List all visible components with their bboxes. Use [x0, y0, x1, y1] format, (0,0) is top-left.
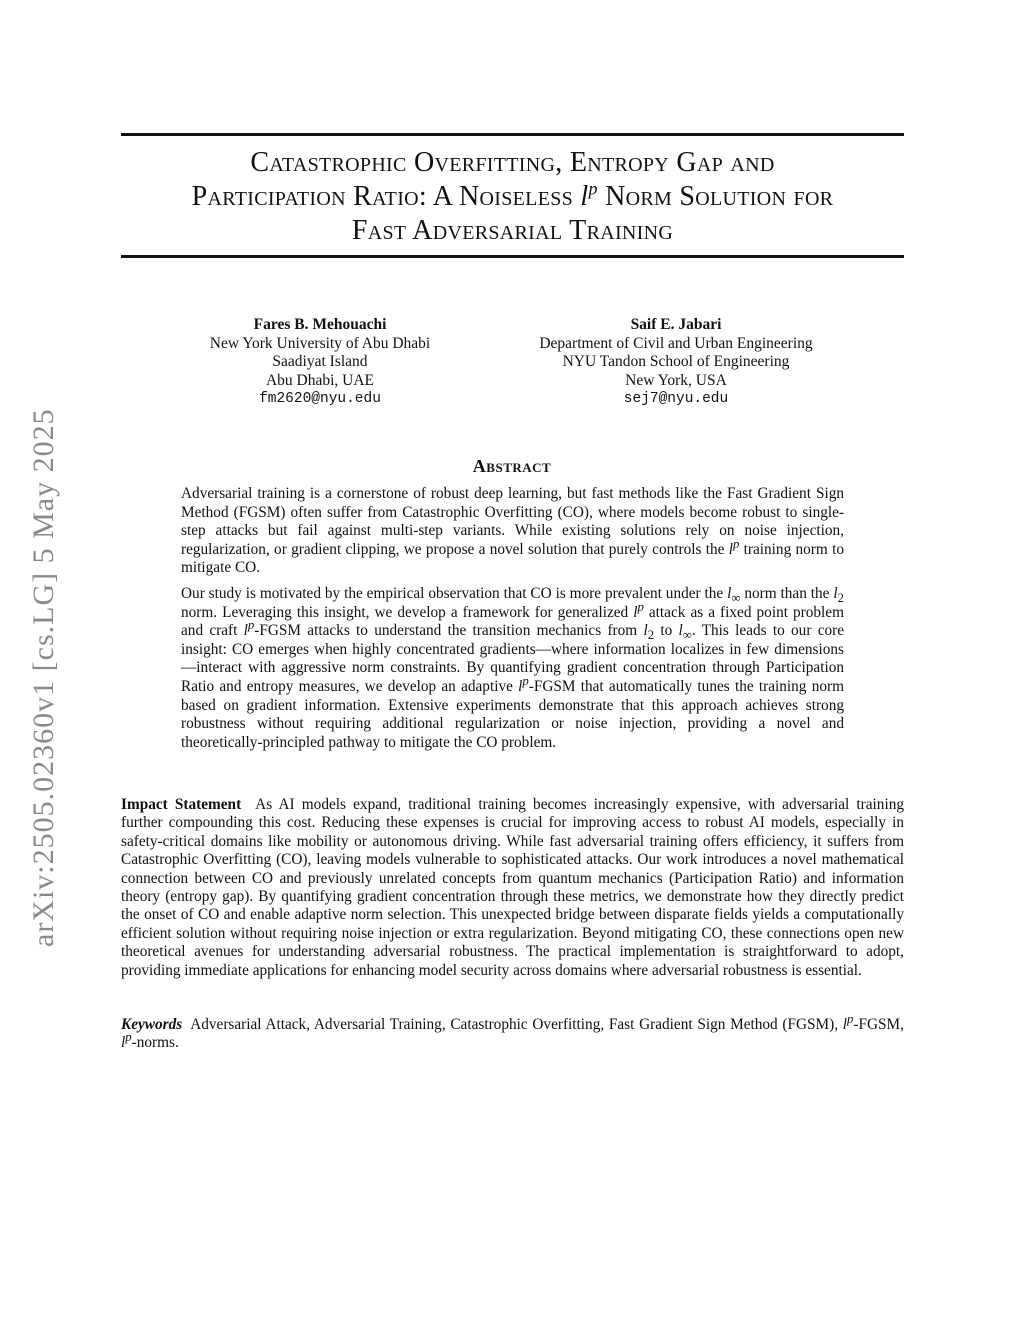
arxiv-identifier-stamp: arXiv:2505.02360v1 [cs.LG] 5 May 2025 — [27, 408, 60, 947]
abstract-paragraph-2: Our study is motivated by the empirical observation that CO is more prevalent under the $l_\infty$ norm than the $l_2$ norm. Leveraging this insight, we develop a framework for generalized $l^p$ attack as a fixed point problem and craft $l^p$-FGSM attacks to understand the transition mechanics from $l_2$ to $l_\infty$. This leads to our core insight: CO emerges when highly concentrated gradients—where information localizes in few dimensions—interact with aggressive norm constraints. By quantifying gradient concentration through Participation Ratio and entropy measures, we develop an adaptive $l^p$-FGSM that automatically tunes the training norm based on gradient information. Extensive experiments demonstrate that this approach achieves strong robustness without requiring additional regularization or noise injection, providing a novel and theoretically-principled pathway to mitigate the CO problem. — [181, 584, 845, 751]
abstract-heading: Abstract — [472, 456, 552, 476]
author-affiliation: NYU Tandon School of Engineering — [562, 353, 790, 370]
author-affiliation: New York University of Abu Dhabi — [209, 334, 431, 352]
author-affiliation: Saadiyat Island — [272, 353, 368, 370]
author-email[interactable]: fm2620@nyu.edu — [259, 391, 381, 407]
title-top-rule — [121, 133, 904, 136]
title-line-2: Participation Ratio: A Noiseless $l^p$ Norm Solution for — [191, 178, 834, 212]
author-name: Fares B. Mehouachi — [253, 316, 387, 333]
title-bottom-rule — [121, 255, 904, 258]
author-name: Saif E. Jabari — [630, 316, 722, 333]
abstract-paragraph-1: Adversarial training is a cornerstone of robust deep learning, but fast methods like the Fast Gradient Sign Method (FGSM) often suffer from Catastrophic Overfitting (CO), where models become robust to single-step attacks but fail against multi-step variants. While existing solutions rely on noise injection, regularization, or gradient clipping, we propose a novel solution that purely controls the $l^p$ training norm to mitigate CO. — [181, 485, 844, 577]
author-1 — [178, 316, 462, 409]
impact-statement-text: As AI models expand, traditional training becomes increasingly expensive, with adversarial training further compounding this cost. Reducing these expenses is crucial for improving access to robust AI models, especially in safety-critical domains like mobility or autonomous driving. While fast adversarial training offers efficiency, it suffers from Catastrophic Overfitting (CO), leaving models vulnerable to sophisticated attacks. Our work introduces a novel mathematical connection between CO and previously unrelated concepts from quantum mechanics (Participation Ratio) and information theory (entropy gap). By quantifying gradient concentration through these metrics, we demonstrate how they directly predict the onset of CO and enable adaptive norm selection. This unexpected bridge between disparate fields yields a computationally efficient solution without requiring noise injection or extra regularization. Beyond mitigating CO, these connections open new theoretical avenues for understanding adversarial robustness. The practical implementation is straightforward to adopt, providing immediate applications for enhancing model security across domains where adversarial robustness is essential. — [121, 796, 904, 979]
paper-title — [121, 146, 904, 248]
impact-statement-label: Impact Statement — [121, 796, 242, 813]
title-line-3: Fast Adversarial Training — [351, 215, 674, 246]
keywords-label: Keywords — [121, 1016, 183, 1033]
author-2 — [508, 316, 844, 409]
keywords: Keywords Adversarial Attack, Adversarial Training, Catastrophic Overfitting, Fast Gradient Sign Method (FGSM), $l^p$-FGSM, $l^p$-norms. — [121, 1011, 904, 1052]
abstract-body — [181, 485, 844, 759]
author-email[interactable]: sej7@nyu.edu — [623, 391, 729, 407]
impact-statement — [121, 796, 904, 980]
author-affiliation: Department of Civil and Urban Engineering — [539, 334, 813, 352]
title-line-1: Catastrophic Overfitting, Entropy Gap and — [250, 147, 775, 178]
author-affiliation: New York, USA — [625, 371, 727, 389]
author-affiliation: Abu Dhabi, UAE — [265, 371, 375, 389]
